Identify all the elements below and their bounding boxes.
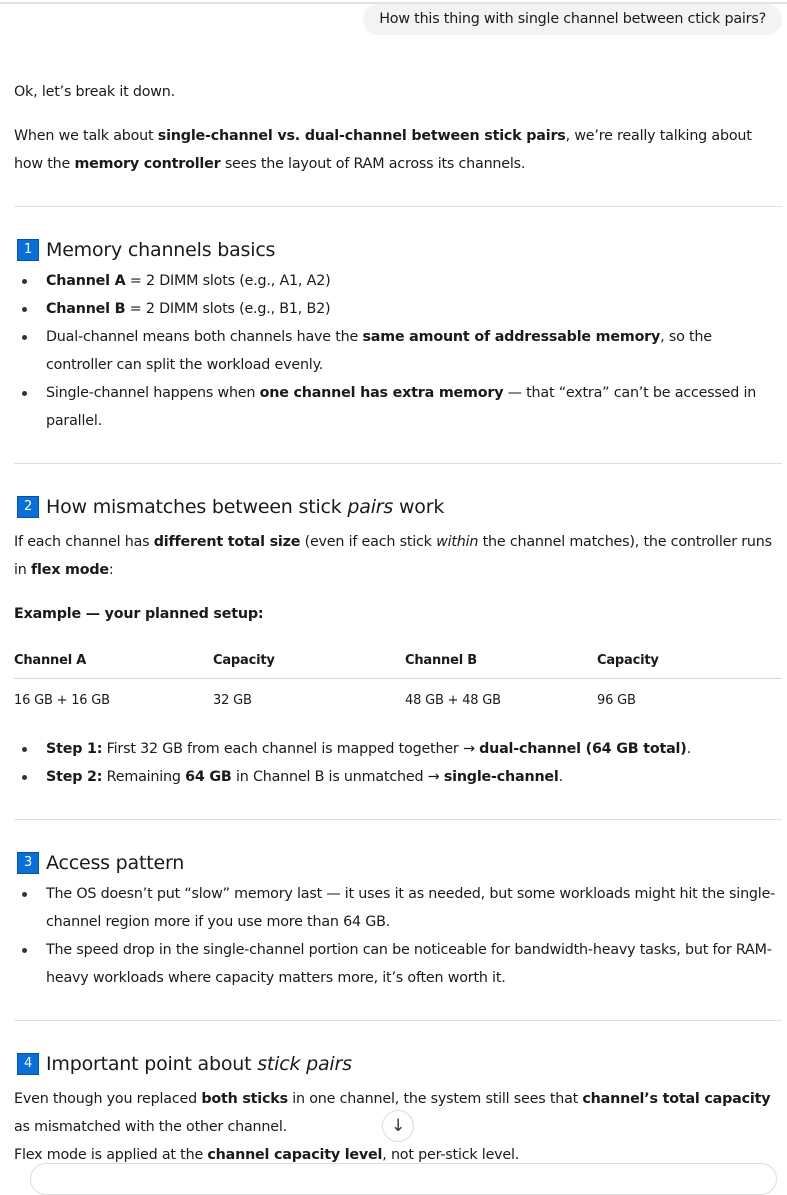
number-1-badge-icon: 1 (18, 240, 38, 260)
paragraph (14, 528, 782, 584)
intro-text (14, 78, 782, 106)
bold-text: single-channel vs. dual-channel between stick pairs (157, 128, 566, 144)
text-segment: . (558, 769, 563, 785)
text-segment: Remaining (102, 769, 186, 785)
text-segment: = 2 DIMM slots (e.g., B1, B2) (125, 301, 331, 317)
list-item (14, 735, 782, 763)
bold-text: one channel has extra memory (259, 385, 504, 401)
bold-text: Step 2: (46, 769, 103, 785)
text-segment: , not per-stick level. (382, 1147, 520, 1163)
text-segment: First 32 GB from each channel is mapped together → (102, 741, 480, 757)
table-cell: 32 GB (213, 692, 252, 708)
message-composer[interactable] (30, 1163, 777, 1195)
bullet-list-2 (14, 735, 782, 791)
list-item (14, 379, 782, 435)
text-segment: , we’re really talking about how the (14, 128, 752, 172)
bold-text: Step 1: (46, 741, 103, 757)
text-segment: = 2 DIMM slots (e.g., A1, A2) (125, 273, 331, 289)
user-message-bubble (363, 4, 782, 35)
number-2-badge-icon: 2 (18, 497, 38, 517)
heading-text (46, 493, 444, 521)
italic-text: pairs (347, 496, 394, 518)
section-heading-2 (18, 493, 444, 521)
text-segment: : (108, 562, 114, 578)
table-header: Capacity (597, 652, 659, 668)
bold-text: 64 GB (185, 769, 232, 785)
bold-text: memory controller (74, 156, 221, 172)
text-segment: work (393, 496, 445, 518)
text-segment: How mismatches between stick (46, 496, 348, 518)
text-segment: The speed drop in the single-channel portion can be noticeable for bandwidth-heavy tasks, but for RAM-heavy workloads where capacity matters more, it’s often worth it. (46, 942, 772, 986)
bold-text: Channel B (46, 301, 126, 317)
table-cell: 96 GB (597, 692, 636, 708)
list-item (14, 936, 782, 992)
list-item (14, 267, 782, 295)
text-segment: Single-channel happens when (46, 385, 260, 401)
divider (14, 819, 782, 820)
bold-text: flex mode (30, 562, 109, 578)
heading-text (46, 849, 184, 877)
bold-text: same amount of addressable memory (362, 329, 661, 345)
list-item (14, 763, 782, 791)
bold-text: channel capacity level (207, 1147, 383, 1163)
text-segment: Memory channels basics (46, 239, 276, 261)
text-segment: the channel matches), the controller runs in (14, 534, 772, 578)
number-4-badge-icon: 4 (18, 1054, 38, 1074)
text-segment: as mismatched with the other channel. (14, 1119, 287, 1135)
italic-text: stick pairs (257, 1053, 352, 1075)
table-cell: 48 GB + 48 GB (405, 692, 501, 708)
heading-text (46, 236, 275, 264)
text-segment: When we talk about (14, 128, 158, 144)
text-segment: sees the layout of RAM across its channels. (220, 156, 526, 172)
table-row (14, 679, 782, 721)
list-item (14, 295, 782, 323)
divider (14, 1020, 782, 1021)
table-cell: 16 GB + 16 GB (14, 692, 110, 708)
text-segment: (even if each stick (300, 534, 437, 550)
text-segment: in one channel, the system still sees that (287, 1091, 583, 1107)
list-item (14, 880, 782, 936)
text-segment: . (686, 741, 691, 757)
arrow-down-icon: ↓ (390, 1116, 406, 1136)
bold-text: both sticks (201, 1091, 288, 1107)
section-heading-3 (18, 849, 184, 877)
bold-text: channel’s total capacity (582, 1091, 771, 1107)
text-segment: Flex mode is applied at the (14, 1147, 208, 1163)
text-segment: — that “extra” can’t be accessed in parallel. (46, 385, 757, 429)
list-item (14, 323, 782, 379)
bold-text: dual-channel (64 GB total) (479, 741, 687, 757)
text-segment: , so the controller can split the workload evenly. (46, 329, 712, 373)
table-header-row (14, 642, 782, 679)
section-heading-4 (18, 1050, 352, 1078)
text-segment: Access pattern (46, 852, 185, 874)
text-segment: Ok, let’s break it down. (14, 84, 175, 100)
number-3-badge-icon: 3 (18, 853, 38, 873)
setup-table (14, 642, 782, 721)
bold-text: Example — your planned setup: (14, 606, 264, 622)
bullet-list-1 (14, 267, 782, 435)
table-header: Channel A (14, 652, 87, 668)
divider (14, 463, 782, 464)
text-segment: If each channel has (14, 534, 154, 550)
bold-text: single-channel (443, 769, 559, 785)
italic-text: within (436, 534, 479, 550)
table-header: Channel B (405, 652, 477, 668)
text-segment: Important point about (46, 1053, 258, 1075)
bold-text: different total size (153, 534, 301, 550)
scroll-down-button[interactable] (382, 1110, 414, 1142)
bold-text: Channel A (46, 273, 126, 289)
user-message-text: How this thing with single channel between ctick pairs? (379, 11, 766, 27)
intro-paragraph (14, 122, 782, 178)
text-segment: The OS doesn’t put “slow” memory last — it uses it as needed, but some workloads might hit the single-channel region more if you use more than 64 GB. (46, 886, 776, 930)
heading-text (46, 1050, 352, 1078)
table-header: Capacity (213, 652, 275, 668)
text-segment: Even though you replaced (14, 1091, 202, 1107)
divider (14, 206, 782, 207)
text-segment: in Channel B is unmatched → (231, 769, 444, 785)
bullet-list-3 (14, 880, 782, 992)
text-segment: Dual-channel means both channels have the (46, 329, 363, 345)
section-heading-1 (18, 236, 275, 264)
example-label (14, 600, 782, 628)
